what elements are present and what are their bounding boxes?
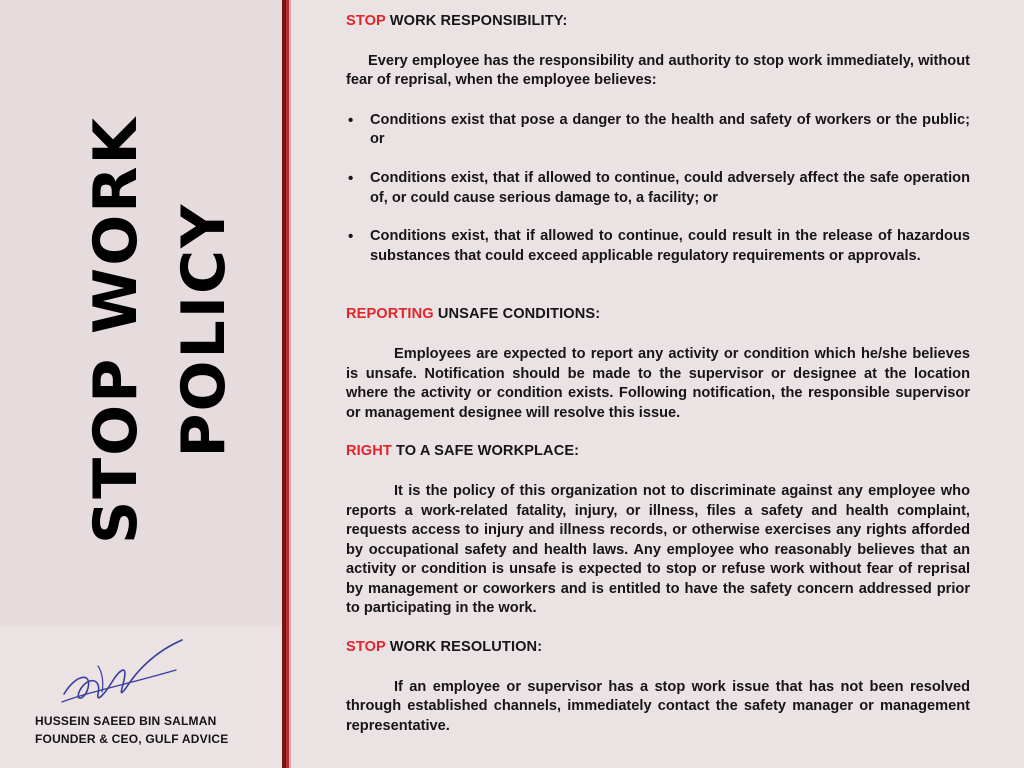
heading-text: TO A SAFE WORKPLACE: (391, 443, 580, 460)
conditions-list (346, 111, 970, 267)
signatory-name: HUSSEIN SAEED BIN SALMAN (35, 714, 217, 728)
heading-text: UNSAFE CONDITIONS: (433, 306, 601, 323)
section-heading (346, 12, 970, 32)
heading-highlight: RIGHT (346, 443, 392, 460)
vertical-title-line2: POLICY (169, 202, 239, 458)
list-item: • Conditions exist, that if allowed to continue, could result in the release of hazardous substances that could exceed applicable regulatory requirements or approvals. (346, 227, 970, 266)
list-item: • Conditions exist, that if allowed to continue, could adversely affect the safe operation of, or could cause serious damage to, a facility; or (346, 169, 970, 208)
signatory-role: FOUNDER & CEO, GULF ADVICE (35, 732, 229, 746)
heading-text: WORK RESPONSIBILITY: (385, 13, 568, 29)
section-paragraph: It is the policy of this organization not to discriminate against any employee who reports a work-related fatality, injury, or illness, files a safety and health complaint, requests access to injury and illness records, or otherwise exercises any rights afforded by occupational safety and health laws. Any employee who reasonably believes that an activity or condition is unsafe is expected to stop or refuse work without fear of reprisal by management or coworkers and is entitled to have the safety concern addressed prior to participating in the work. (346, 482, 970, 617)
policy-content (346, 12, 970, 736)
divider-rule-light (289, 0, 291, 768)
heading-highlight: STOP (346, 639, 386, 656)
section-paragraph: If an employee or supervisor has a stop work issue that has not been resolved through established channels, immediately contact the safety manager or management representative. (346, 678, 970, 734)
section-paragraph: Every employee has the responsibility and authority to stop work immediately, without fear of reprisal, when the employee believes: (346, 52, 970, 89)
signature-icon (58, 632, 186, 714)
section-paragraph: Employees are expected to report any activity or condition which he/she believes is unsafe. Notification should be made to the supervisor or designee at the location where the activity or condition exists. Following notification, the responsible supervisor or management designee will resolve this issue. (346, 345, 970, 421)
vertical-title (72, 116, 248, 544)
heading-highlight: STOP (346, 13, 386, 29)
section-heading (346, 442, 970, 462)
section-heading (346, 305, 970, 325)
list-item: • Conditions exist that pose a danger to the health and safety of workers or the public; or (346, 111, 970, 150)
vertical-title-line1: STOP WORK (81, 116, 151, 544)
heading-highlight: REPORTING (346, 306, 434, 323)
section-heading (346, 638, 970, 658)
heading-text: WORK RESOLUTION: (385, 639, 543, 656)
